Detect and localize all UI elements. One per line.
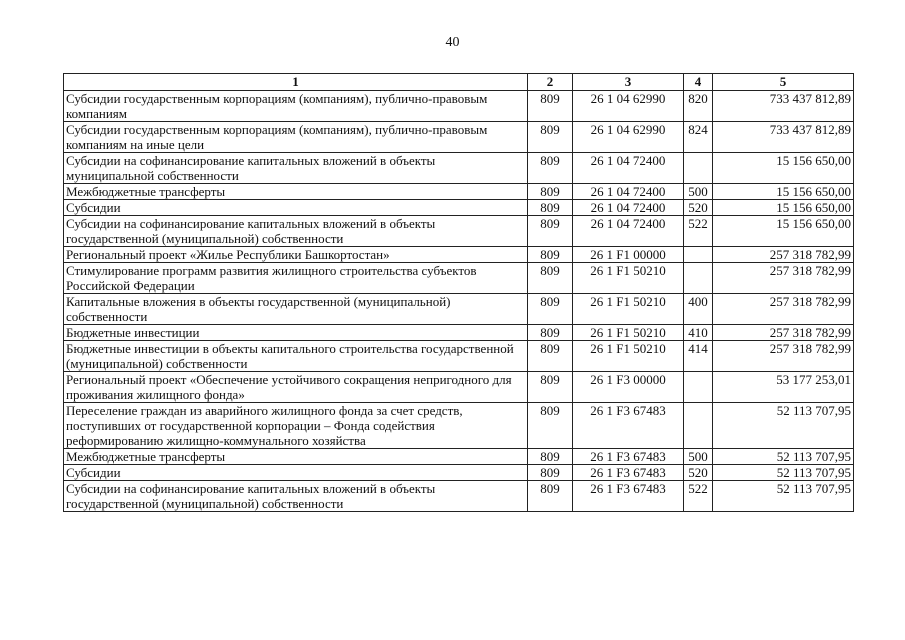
target-article-cell: 26 1 04 62990	[573, 122, 684, 153]
name-cell: Субсидии государственным корпорациям (компаниям), публично-правовым компаниям на иные цели	[64, 122, 528, 153]
expense-type-cell	[684, 372, 713, 403]
table-row	[64, 263, 854, 294]
admin-code-cell: 809	[528, 122, 573, 153]
admin-code-cell: 809	[528, 465, 573, 481]
target-article-cell: 26 1 F3 67483	[573, 465, 684, 481]
admin-code-cell: 809	[528, 184, 573, 200]
name-cell: Субсидии на софинансирование капитальных вложений в объекты муниципальной собственности	[64, 153, 528, 184]
amount-cell: 15 156 650,00	[713, 153, 854, 184]
admin-code-cell: 809	[528, 294, 573, 325]
expense-type-cell	[684, 247, 713, 263]
amount-cell: 52 113 707,95	[713, 449, 854, 465]
expense-type-cell: 820	[684, 91, 713, 122]
table-row	[64, 247, 854, 263]
expense-type-cell: 520	[684, 465, 713, 481]
table-row	[64, 481, 854, 512]
name-cell: Субсидии на софинансирование капитальных вложений в объекты государственной (муниципальной) собственности	[64, 216, 528, 247]
amount-cell: 733 437 812,89	[713, 122, 854, 153]
table-row	[64, 465, 854, 481]
amount-cell: 53 177 253,01	[713, 372, 854, 403]
header-col-2: 2	[528, 74, 573, 91]
amount-cell: 257 318 782,99	[713, 247, 854, 263]
name-cell: Субсидии	[64, 465, 528, 481]
table-row	[64, 325, 854, 341]
table-row	[64, 341, 854, 372]
header-col-5: 5	[713, 74, 854, 91]
header-col-1: 1	[64, 74, 528, 91]
amount-cell: 257 318 782,99	[713, 341, 854, 372]
table-row	[64, 216, 854, 247]
name-cell: Субсидии на софинансирование капитальных вложений в объекты государственной (муниципальной) собственности	[64, 481, 528, 512]
expense-type-cell: 522	[684, 481, 713, 512]
target-article-cell: 26 1 04 72400	[573, 216, 684, 247]
admin-code-cell: 809	[528, 91, 573, 122]
target-article-cell: 26 1 04 62990	[573, 91, 684, 122]
table-header	[64, 74, 854, 91]
target-article-cell: 26 1 F3 67483	[573, 449, 684, 465]
target-article-cell: 26 1 F1 00000	[573, 247, 684, 263]
expense-type-cell: 400	[684, 294, 713, 325]
name-cell: Межбюджетные трансферты	[64, 449, 528, 465]
amount-cell: 15 156 650,00	[713, 200, 854, 216]
expense-type-cell: 522	[684, 216, 713, 247]
target-article-cell: 26 1 F1 50210	[573, 341, 684, 372]
name-cell: Субсидии государственным корпорациям (компаниям), публично-правовым компаниям	[64, 91, 528, 122]
admin-code-cell: 809	[528, 341, 573, 372]
admin-code-cell: 809	[528, 449, 573, 465]
expense-type-cell: 500	[684, 449, 713, 465]
amount-cell: 257 318 782,99	[713, 325, 854, 341]
expense-type-cell	[684, 263, 713, 294]
admin-code-cell: 809	[528, 200, 573, 216]
table-row	[64, 184, 854, 200]
name-cell: Региональный проект «Жилье Республики Башкортостан»	[64, 247, 528, 263]
table-row	[64, 122, 854, 153]
table-row	[64, 403, 854, 449]
table-row	[64, 294, 854, 325]
amount-cell: 733 437 812,89	[713, 91, 854, 122]
name-cell: Региональный проект «Обеспечение устойчивого сокращения непригодного для проживания жилищного фонда»	[64, 372, 528, 403]
name-cell: Субсидии	[64, 200, 528, 216]
expense-type-cell: 500	[684, 184, 713, 200]
target-article-cell: 26 1 F1 50210	[573, 294, 684, 325]
table-row	[64, 153, 854, 184]
amount-cell: 52 113 707,95	[713, 403, 854, 449]
amount-cell: 257 318 782,99	[713, 263, 854, 294]
admin-code-cell: 809	[528, 216, 573, 247]
amount-cell: 257 318 782,99	[713, 294, 854, 325]
table-body	[64, 91, 854, 512]
header-col-4: 4	[684, 74, 713, 91]
target-article-cell: 26 1 F3 00000	[573, 372, 684, 403]
target-article-cell: 26 1 F3 67483	[573, 481, 684, 512]
admin-code-cell: 809	[528, 247, 573, 263]
target-article-cell: 26 1 04 72400	[573, 200, 684, 216]
admin-code-cell: 809	[528, 372, 573, 403]
admin-code-cell: 809	[528, 325, 573, 341]
target-article-cell: 26 1 04 72400	[573, 184, 684, 200]
header-row	[64, 74, 854, 91]
amount-cell: 15 156 650,00	[713, 184, 854, 200]
table-row	[64, 449, 854, 465]
page-number: 40	[445, 35, 460, 50]
amount-cell: 52 113 707,95	[713, 465, 854, 481]
expense-type-cell: 414	[684, 341, 713, 372]
amount-cell: 52 113 707,95	[713, 481, 854, 512]
name-cell: Капитальные вложения в объекты государственной (муниципальной) собственности	[64, 294, 528, 325]
budget-table	[63, 73, 854, 512]
expense-type-cell	[684, 403, 713, 449]
admin-code-cell: 809	[528, 403, 573, 449]
target-article-cell: 26 1 F1 50210	[573, 263, 684, 294]
target-article-cell: 26 1 F3 67483	[573, 403, 684, 449]
name-cell: Бюджетные инвестиции	[64, 325, 528, 341]
admin-code-cell: 809	[528, 263, 573, 294]
table-row	[64, 91, 854, 122]
expense-type-cell	[684, 153, 713, 184]
amount-cell: 15 156 650,00	[713, 216, 854, 247]
table-row	[64, 372, 854, 403]
expense-type-cell: 410	[684, 325, 713, 341]
header-col-3: 3	[573, 74, 684, 91]
name-cell: Межбюджетные трансферты	[64, 184, 528, 200]
admin-code-cell: 809	[528, 153, 573, 184]
expense-type-cell: 824	[684, 122, 713, 153]
name-cell: Бюджетные инвестиции в объекты капитального строительства государственной (муниципальной) собственности	[64, 341, 528, 372]
target-article-cell: 26 1 F1 50210	[573, 325, 684, 341]
target-article-cell: 26 1 04 72400	[573, 153, 684, 184]
table-row	[64, 200, 854, 216]
name-cell: Переселение граждан из аварийного жилищного фонда за счет средств, поступивших от государственной корпорации – Фонда содействия реформированию жилищно-коммунального хозяйства	[64, 403, 528, 449]
admin-code-cell: 809	[528, 481, 573, 512]
expense-type-cell: 520	[684, 200, 713, 216]
name-cell: Стимулирование программ развития жилищного строительства субъектов Российской Федерации	[64, 263, 528, 294]
